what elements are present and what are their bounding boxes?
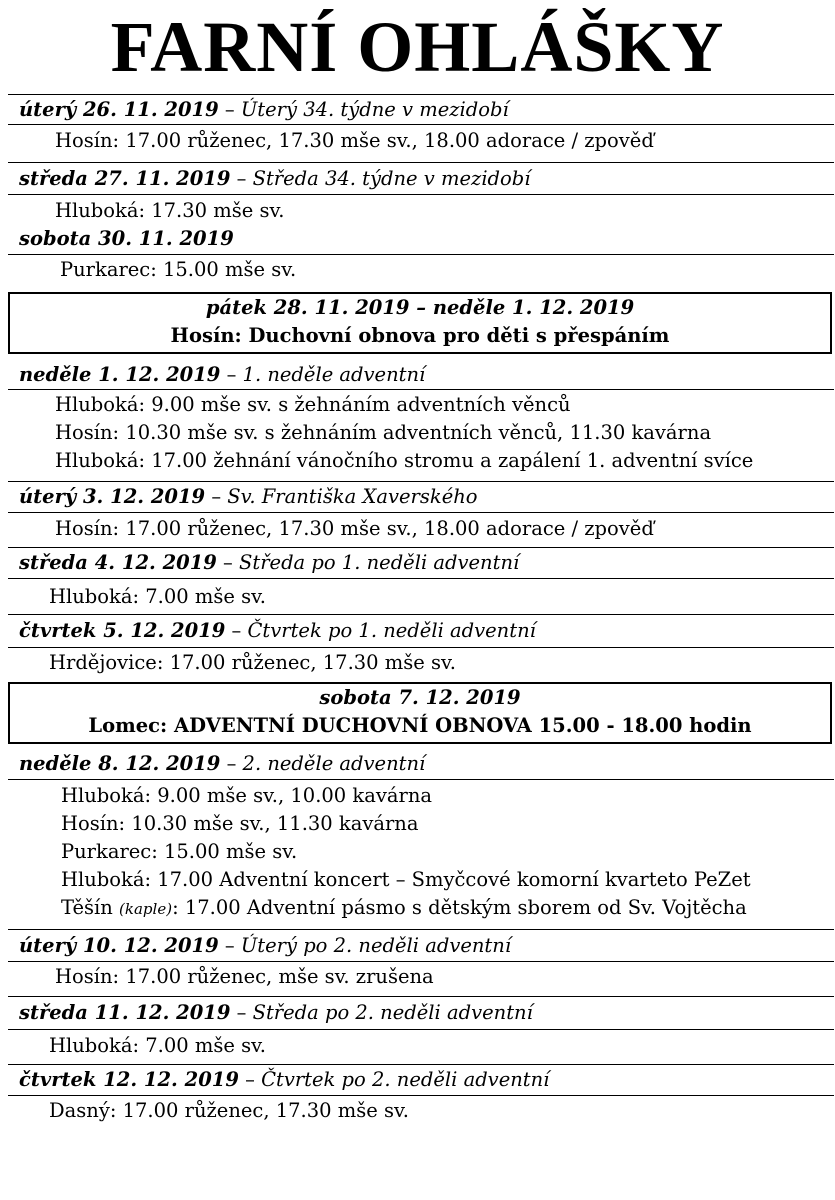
divider bbox=[8, 94, 834, 95]
schedule-line: Purkarec: 15.00 mše sv. bbox=[61, 840, 298, 863]
divider bbox=[8, 996, 834, 997]
day-date: sobota 30. 11. 2019 bbox=[19, 227, 234, 250]
day-name: 1. neděle adventní bbox=[242, 363, 426, 386]
divider bbox=[8, 481, 834, 482]
divider bbox=[8, 254, 834, 255]
schedule-line: Hluboká: 7.00 mše sv. bbox=[49, 585, 266, 608]
divider bbox=[8, 1064, 834, 1065]
divider bbox=[8, 614, 834, 615]
day-separator: – bbox=[238, 1068, 262, 1091]
schedule-line: Purkarec: 15.00 mše sv. bbox=[60, 258, 297, 281]
day-name: Úterý po 2. neděli adventní bbox=[240, 934, 512, 957]
day-name: Středa po 2. neděli adventní bbox=[252, 1001, 533, 1024]
day-separator: – bbox=[218, 934, 241, 957]
schedule-line: Hluboká: 9.00 mše sv., 10.00 kavárna bbox=[61, 784, 433, 807]
divider bbox=[8, 779, 834, 780]
day-name: Sv. Františka Xaverského bbox=[227, 485, 478, 508]
day-header bbox=[19, 618, 536, 644]
event-box bbox=[8, 292, 832, 354]
day-date: čtvrtek 5. 12. 2019 bbox=[19, 619, 226, 642]
divider bbox=[8, 929, 834, 930]
page-title: FARNÍ OHLÁŠKY bbox=[110, 7, 725, 87]
day-date: úterý 3. 12. 2019 bbox=[19, 485, 206, 508]
day-header bbox=[19, 550, 519, 576]
divider bbox=[8, 1095, 834, 1096]
schedule-line: Hluboká: 17.00 žehnání vánočního stromu a zapálení 1. adventní svíce bbox=[55, 449, 754, 472]
schedule-line: Hosín: 10.30 mše sv., 11.30 kavárna bbox=[61, 812, 419, 835]
day-name: 2. neděle adventní bbox=[242, 752, 426, 775]
place-name: Těšín bbox=[61, 896, 120, 919]
divider bbox=[8, 512, 834, 513]
schedule-line: Hrdějovice: 17.00 růženec, 17.30 mše sv. bbox=[49, 651, 456, 674]
day-name: Středa 34. týdne v mezidobí bbox=[252, 167, 531, 190]
day-header bbox=[19, 1067, 549, 1093]
day-separator: – bbox=[220, 752, 243, 775]
divider bbox=[8, 389, 834, 390]
schedule-line: Hosín: 10.30 mše sv. s žehnáním adventních věnců, 11.30 kavárna bbox=[55, 421, 712, 444]
schedule-line: Hluboká: 17.30 mše sv. bbox=[55, 199, 285, 222]
day-date: středa 11. 12. 2019 bbox=[19, 1001, 231, 1024]
schedule-text: : 17.00 Adventní pásmo s dětským sborem od Sv. Vojtěcha bbox=[172, 896, 747, 919]
place-note: (kaple) bbox=[119, 900, 173, 918]
schedule-line: Hluboká: 17.00 Adventní koncert – Smyčcové komorní kvarteto PeZet bbox=[61, 868, 751, 891]
schedule-line: Hosín: 17.00 růženec, 17.30 mše sv., 18.00 adorace / zpověď bbox=[55, 517, 654, 540]
divider bbox=[8, 194, 834, 195]
day-separator: – bbox=[220, 363, 243, 386]
day-header bbox=[19, 484, 478, 510]
day-date: středa 4. 12. 2019 bbox=[19, 551, 217, 574]
schedule-line: Hosín: 17.00 růženec, 17.30 mše sv., 18.00 adorace / zpověď bbox=[55, 129, 654, 152]
schedule-line: Hluboká: 7.00 mše sv. bbox=[49, 1034, 266, 1057]
divider bbox=[8, 124, 834, 125]
divider bbox=[8, 547, 834, 548]
schedule-line-tesin bbox=[61, 895, 747, 921]
day-name: Úterý 34. týdne v mezidobí bbox=[240, 98, 509, 121]
day-date: neděle 8. 12. 2019 bbox=[19, 752, 221, 775]
event-box-dates: sobota 7. 12. 2019 bbox=[319, 686, 521, 709]
day-separator: – bbox=[216, 551, 240, 574]
day-separator: – bbox=[225, 619, 248, 642]
day-separator: – bbox=[205, 485, 228, 508]
schedule-line: Hluboká: 9.00 mše sv. s žehnáním adventních věnců bbox=[55, 393, 571, 416]
day-date: čtvrtek 12. 12. 2019 bbox=[19, 1068, 239, 1091]
day-date: úterý 10. 12. 2019 bbox=[19, 934, 219, 957]
day-separator: – bbox=[230, 1001, 253, 1024]
day-separator: – bbox=[218, 98, 241, 121]
day-header bbox=[19, 166, 531, 192]
day-name: Čtvrtek po 2. neděli adventní bbox=[261, 1068, 550, 1091]
divider bbox=[8, 578, 834, 579]
day-date: neděle 1. 12. 2019 bbox=[19, 363, 221, 386]
day-name: Středa po 1. neděli adventní bbox=[239, 551, 520, 574]
day-header bbox=[19, 226, 234, 252]
schedule-line: Hosín: 17.00 růženec, mše sv. zrušena bbox=[55, 965, 434, 988]
divider bbox=[8, 1029, 834, 1030]
day-separator: – bbox=[230, 167, 253, 190]
day-date: úterý 26. 11. 2019 bbox=[19, 98, 219, 121]
day-header bbox=[19, 751, 425, 777]
event-box-dates: pátek 28. 11. 2019 – neděle 1. 12. 2019 bbox=[205, 296, 635, 319]
event-box-title: Lomec: ADVENTNÍ DUCHOVNÍ OBNOVA 15.00 - 18.00 hodin bbox=[88, 714, 752, 737]
divider bbox=[8, 961, 834, 962]
day-name: Čtvrtek po 1. neděli adventní bbox=[247, 619, 536, 642]
divider bbox=[8, 647, 834, 648]
day-date: středa 27. 11. 2019 bbox=[19, 167, 231, 190]
schedule-line: Dasný: 17.00 růženec, 17.30 mše sv. bbox=[49, 1099, 409, 1122]
day-header bbox=[19, 1000, 533, 1026]
day-header bbox=[19, 362, 425, 388]
divider bbox=[8, 162, 834, 163]
day-header bbox=[19, 933, 511, 959]
day-header bbox=[19, 97, 509, 123]
event-box-title: Hosín: Duchovní obnova pro děti s přespáním bbox=[170, 324, 670, 347]
event-box bbox=[8, 682, 832, 744]
